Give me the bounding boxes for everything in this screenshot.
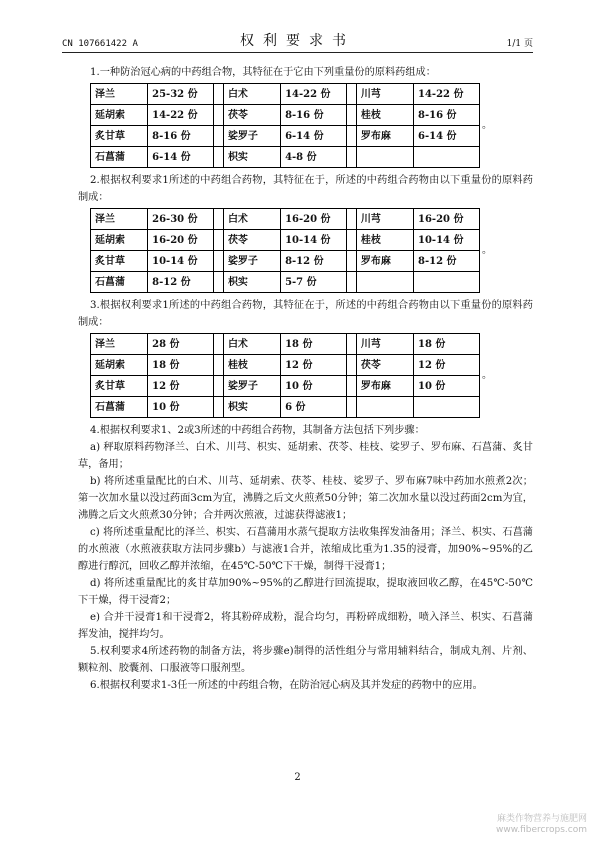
herb-quantity-cell: 14-22 份 — [148, 105, 214, 126]
table-2-tail: 。 — [482, 245, 492, 256]
herb-quantity-cell: 8-16 份 — [414, 105, 480, 126]
watermark-url: www.fibercrops.com — [496, 825, 587, 835]
herb-name-cell: 泽兰 — [91, 84, 148, 105]
herb-quantity-cell: 16-20 份 — [414, 209, 480, 230]
table-row — [91, 147, 480, 168]
table-spacer-cell — [347, 105, 357, 126]
table-spacer-cell — [347, 334, 357, 355]
herb-name-cell: 枳实 — [223, 272, 280, 293]
formula-table-1 — [90, 83, 480, 168]
claim-4: 4.根据权利要求1、2或3所述的中药组合药物，其制备方法包括下列步骤： — [90, 425, 425, 436]
herb-quantity-cell: 6-14 份 — [281, 126, 347, 147]
herb-quantity-cell: 14-22 份 — [414, 84, 480, 105]
herb-name-cell: 娑罗子 — [223, 251, 280, 272]
herb-name-cell: 石菖蒲 — [91, 397, 148, 418]
herb-name-cell: 石菖蒲 — [91, 147, 148, 168]
table-3-tail: 。 — [482, 370, 492, 381]
herb-quantity-cell: 18 份 — [414, 334, 480, 355]
table-1-tail: 。 — [482, 120, 492, 131]
herb-name-cell: 罗布麻 — [356, 126, 413, 147]
table-spacer-cell — [347, 209, 357, 230]
claim-4-step-d: d) 将所述重量配比的炙甘草加90%~95%的乙醇进行回流提取，提取液回收乙醇，在45℃-50℃下干燥，得干浸膏2； — [78, 578, 533, 606]
herb-quantity-cell: 10 份 — [148, 397, 214, 418]
table-spacer-cell — [347, 230, 357, 251]
herb-name-cell: 川芎 — [356, 84, 413, 105]
herb-quantity-cell: 10-14 份 — [414, 230, 480, 251]
herb-name-cell: 桂枝 — [356, 230, 413, 251]
herb-quantity-cell: 10 份 — [414, 376, 480, 397]
table-spacer-cell — [214, 84, 224, 105]
page-count: 1/1 页 — [506, 39, 533, 49]
herb-quantity-cell: 18 份 — [281, 334, 347, 355]
table-spacer-cell — [347, 147, 357, 168]
herb-quantity-cell: 12 份 — [414, 355, 480, 376]
herb-quantity-cell: 6 份 — [281, 397, 347, 418]
herb-quantity-cell: 8-12 份 — [148, 272, 214, 293]
herb-quantity-cell: 5-7 份 — [281, 272, 347, 293]
herb-name-cell — [356, 147, 413, 168]
table-row — [91, 251, 480, 272]
herb-quantity-cell: 25-32 份 — [148, 84, 214, 105]
table-row — [91, 105, 480, 126]
herb-name-cell: 石菖蒲 — [91, 272, 148, 293]
page-header — [62, 30, 533, 53]
herb-name-cell: 娑罗子 — [223, 376, 280, 397]
document-title: 权利要求书 — [240, 33, 355, 49]
herb-quantity-cell: 28 份 — [148, 334, 214, 355]
table-row — [91, 397, 480, 418]
claim-3: 3.根据权利要求1所述的中药组合药物，其特征在于，所述的中药组合药物由以下重量份的原料药制成： — [78, 300, 533, 328]
page-number: 2 — [294, 772, 301, 783]
herb-name-cell: 娑罗子 — [223, 126, 280, 147]
herb-name-cell: 白术 — [223, 209, 280, 230]
formula-table-3-row — [90, 333, 533, 418]
herb-name-cell: 延胡索 — [91, 105, 148, 126]
herb-quantity-cell: 26-30 份 — [148, 209, 214, 230]
table-spacer-cell — [214, 147, 224, 168]
table-row — [91, 84, 480, 105]
table-row — [91, 209, 480, 230]
herb-name-cell: 川芎 — [356, 334, 413, 355]
table-row — [91, 376, 480, 397]
table-row — [91, 230, 480, 251]
herb-quantity-cell: 14-22 份 — [281, 84, 347, 105]
claim-5: 5.权利要求4所述药物的制备方法，将步骤e)制得的活性组分与常用辅料结合，制成丸剂、片剂、颗粒剂、胶囊剂、口服液等口服剂型。 — [78, 646, 533, 674]
herb-name-cell: 白术 — [223, 84, 280, 105]
herb-quantity-cell — [414, 147, 480, 168]
herb-quantity-cell: 16-20 份 — [281, 209, 347, 230]
herb-quantity-cell: 10-14 份 — [148, 251, 214, 272]
herb-quantity-cell: 10-14 份 — [281, 230, 347, 251]
table-spacer-cell — [214, 334, 224, 355]
claim-4-step-a: a) 秤取原料药物泽兰、白术、川芎、枳实、延胡索、茯苓、桂枝、娑罗子、罗布麻、石菖蒲、炙甘草，备用； — [78, 442, 533, 470]
document-number: CN 107661422 A — [62, 39, 138, 49]
formula-table-2-row — [90, 208, 533, 293]
herb-quantity-cell: 10 份 — [281, 376, 347, 397]
table-spacer-cell — [347, 397, 357, 418]
table-spacer-cell — [214, 126, 224, 147]
herb-quantity-cell: 16-20 份 — [148, 230, 214, 251]
table-spacer-cell — [214, 105, 224, 126]
claims-body — [78, 64, 533, 694]
table-spacer-cell — [214, 251, 224, 272]
herb-name-cell — [356, 272, 413, 293]
herb-name-cell: 延胡索 — [91, 355, 148, 376]
claim-4-step-e: e) 合并干浸膏1和干浸膏2，将其粉碎成粉，混合均匀，再粉碎成细粉，喷入泽兰、枳实、石菖蒲挥发油，搅拌均匀。 — [78, 612, 533, 640]
table-row — [91, 126, 480, 147]
table-spacer-cell — [347, 251, 357, 272]
herb-name-cell: 炙甘草 — [91, 251, 148, 272]
herb-quantity-cell: 4-8 份 — [281, 147, 347, 168]
table-spacer-cell — [214, 209, 224, 230]
herb-quantity-cell: 6-14 份 — [148, 147, 214, 168]
herb-name-cell: 桂枝 — [223, 355, 280, 376]
herb-quantity-cell — [414, 272, 480, 293]
herb-quantity-cell: 8-12 份 — [414, 251, 480, 272]
herb-name-cell: 炙甘草 — [91, 376, 148, 397]
table-spacer-cell — [214, 355, 224, 376]
herb-quantity-cell: 6-14 份 — [414, 126, 480, 147]
herb-quantity-cell: 18 份 — [148, 355, 214, 376]
claim-4-step-b: b) 将所述重量配比的白术、川芎、延胡索、茯苓、桂枝、娑罗子、罗布麻7味中药加水煎煮2次；第一次加水量以没过药面3cm为宜，沸腾之后文火煎煮50分钟；第二次加水量以没过药面2cm为宜，沸腾之后文火煎煮30分钟；合并两次煎液，过滤获得滤液1； — [78, 476, 533, 521]
herb-quantity-cell: 12 份 — [148, 376, 214, 397]
herb-quantity-cell: 12 份 — [281, 355, 347, 376]
herb-name-cell: 桂枝 — [356, 105, 413, 126]
herb-name-cell: 茯苓 — [223, 230, 280, 251]
table-spacer-cell — [347, 84, 357, 105]
table-spacer-cell — [214, 272, 224, 293]
herb-name-cell: 茯苓 — [223, 105, 280, 126]
herb-quantity-cell: 8-16 份 — [281, 105, 347, 126]
formula-table-1-row — [90, 83, 533, 168]
claim-6: 6.根据权利要求1-3任一所述的中药组合物，在防治冠心病及其并发症的药物中的应用。 — [90, 680, 483, 691]
herb-name-cell: 炙甘草 — [91, 126, 148, 147]
formula-table-2 — [90, 208, 480, 293]
herb-name-cell — [356, 397, 413, 418]
herb-name-cell: 延胡索 — [91, 230, 148, 251]
herb-name-cell: 泽兰 — [91, 209, 148, 230]
watermark — [496, 814, 587, 836]
herb-name-cell: 枳实 — [223, 397, 280, 418]
table-spacer-cell — [214, 230, 224, 251]
table-spacer-cell — [214, 397, 224, 418]
herb-name-cell: 罗布麻 — [356, 251, 413, 272]
herb-name-cell: 泽兰 — [91, 334, 148, 355]
claim-2: 2.根据权利要求1所述的中药组合药物，其特征在于，所述的中药组合药物由以下重量份的原料药制成： — [78, 175, 533, 203]
watermark-cn: 麻类作物营养与施肥网 — [496, 814, 587, 824]
herb-name-cell: 茯苓 — [356, 355, 413, 376]
herb-quantity-cell — [414, 397, 480, 418]
table-row — [91, 355, 480, 376]
claim-1: 1.一种防治冠心病的中药组合物，其特征在于它由下列重量份的原料药组成： — [90, 67, 436, 78]
table-spacer-cell — [347, 376, 357, 397]
table-row — [91, 334, 480, 355]
table-spacer-cell — [347, 126, 357, 147]
table-spacer-cell — [347, 355, 357, 376]
formula-table-3 — [90, 333, 480, 418]
table-row — [91, 272, 480, 293]
herb-name-cell: 白术 — [223, 334, 280, 355]
herb-name-cell: 川芎 — [356, 209, 413, 230]
herb-quantity-cell: 8-12 份 — [281, 251, 347, 272]
herb-name-cell: 枳实 — [223, 147, 280, 168]
table-spacer-cell — [214, 376, 224, 397]
claim-4-step-c: c) 将所述重量配比的泽兰、枳实、石菖蒲用水蒸气提取方法收集挥发油备用；泽兰、枳实、石菖蒲的水煎液（水煎液获取方法同步骤b）与滤液1合并，浓缩成比重为1.35的浸膏，加90%~95%的乙醇进行醇沉，回收乙醇并浓缩，在45℃-50℃下干燥，制得干浸膏1； — [78, 527, 533, 572]
herb-quantity-cell: 8-16 份 — [148, 126, 214, 147]
table-spacer-cell — [347, 272, 357, 293]
herb-name-cell: 罗布麻 — [356, 376, 413, 397]
